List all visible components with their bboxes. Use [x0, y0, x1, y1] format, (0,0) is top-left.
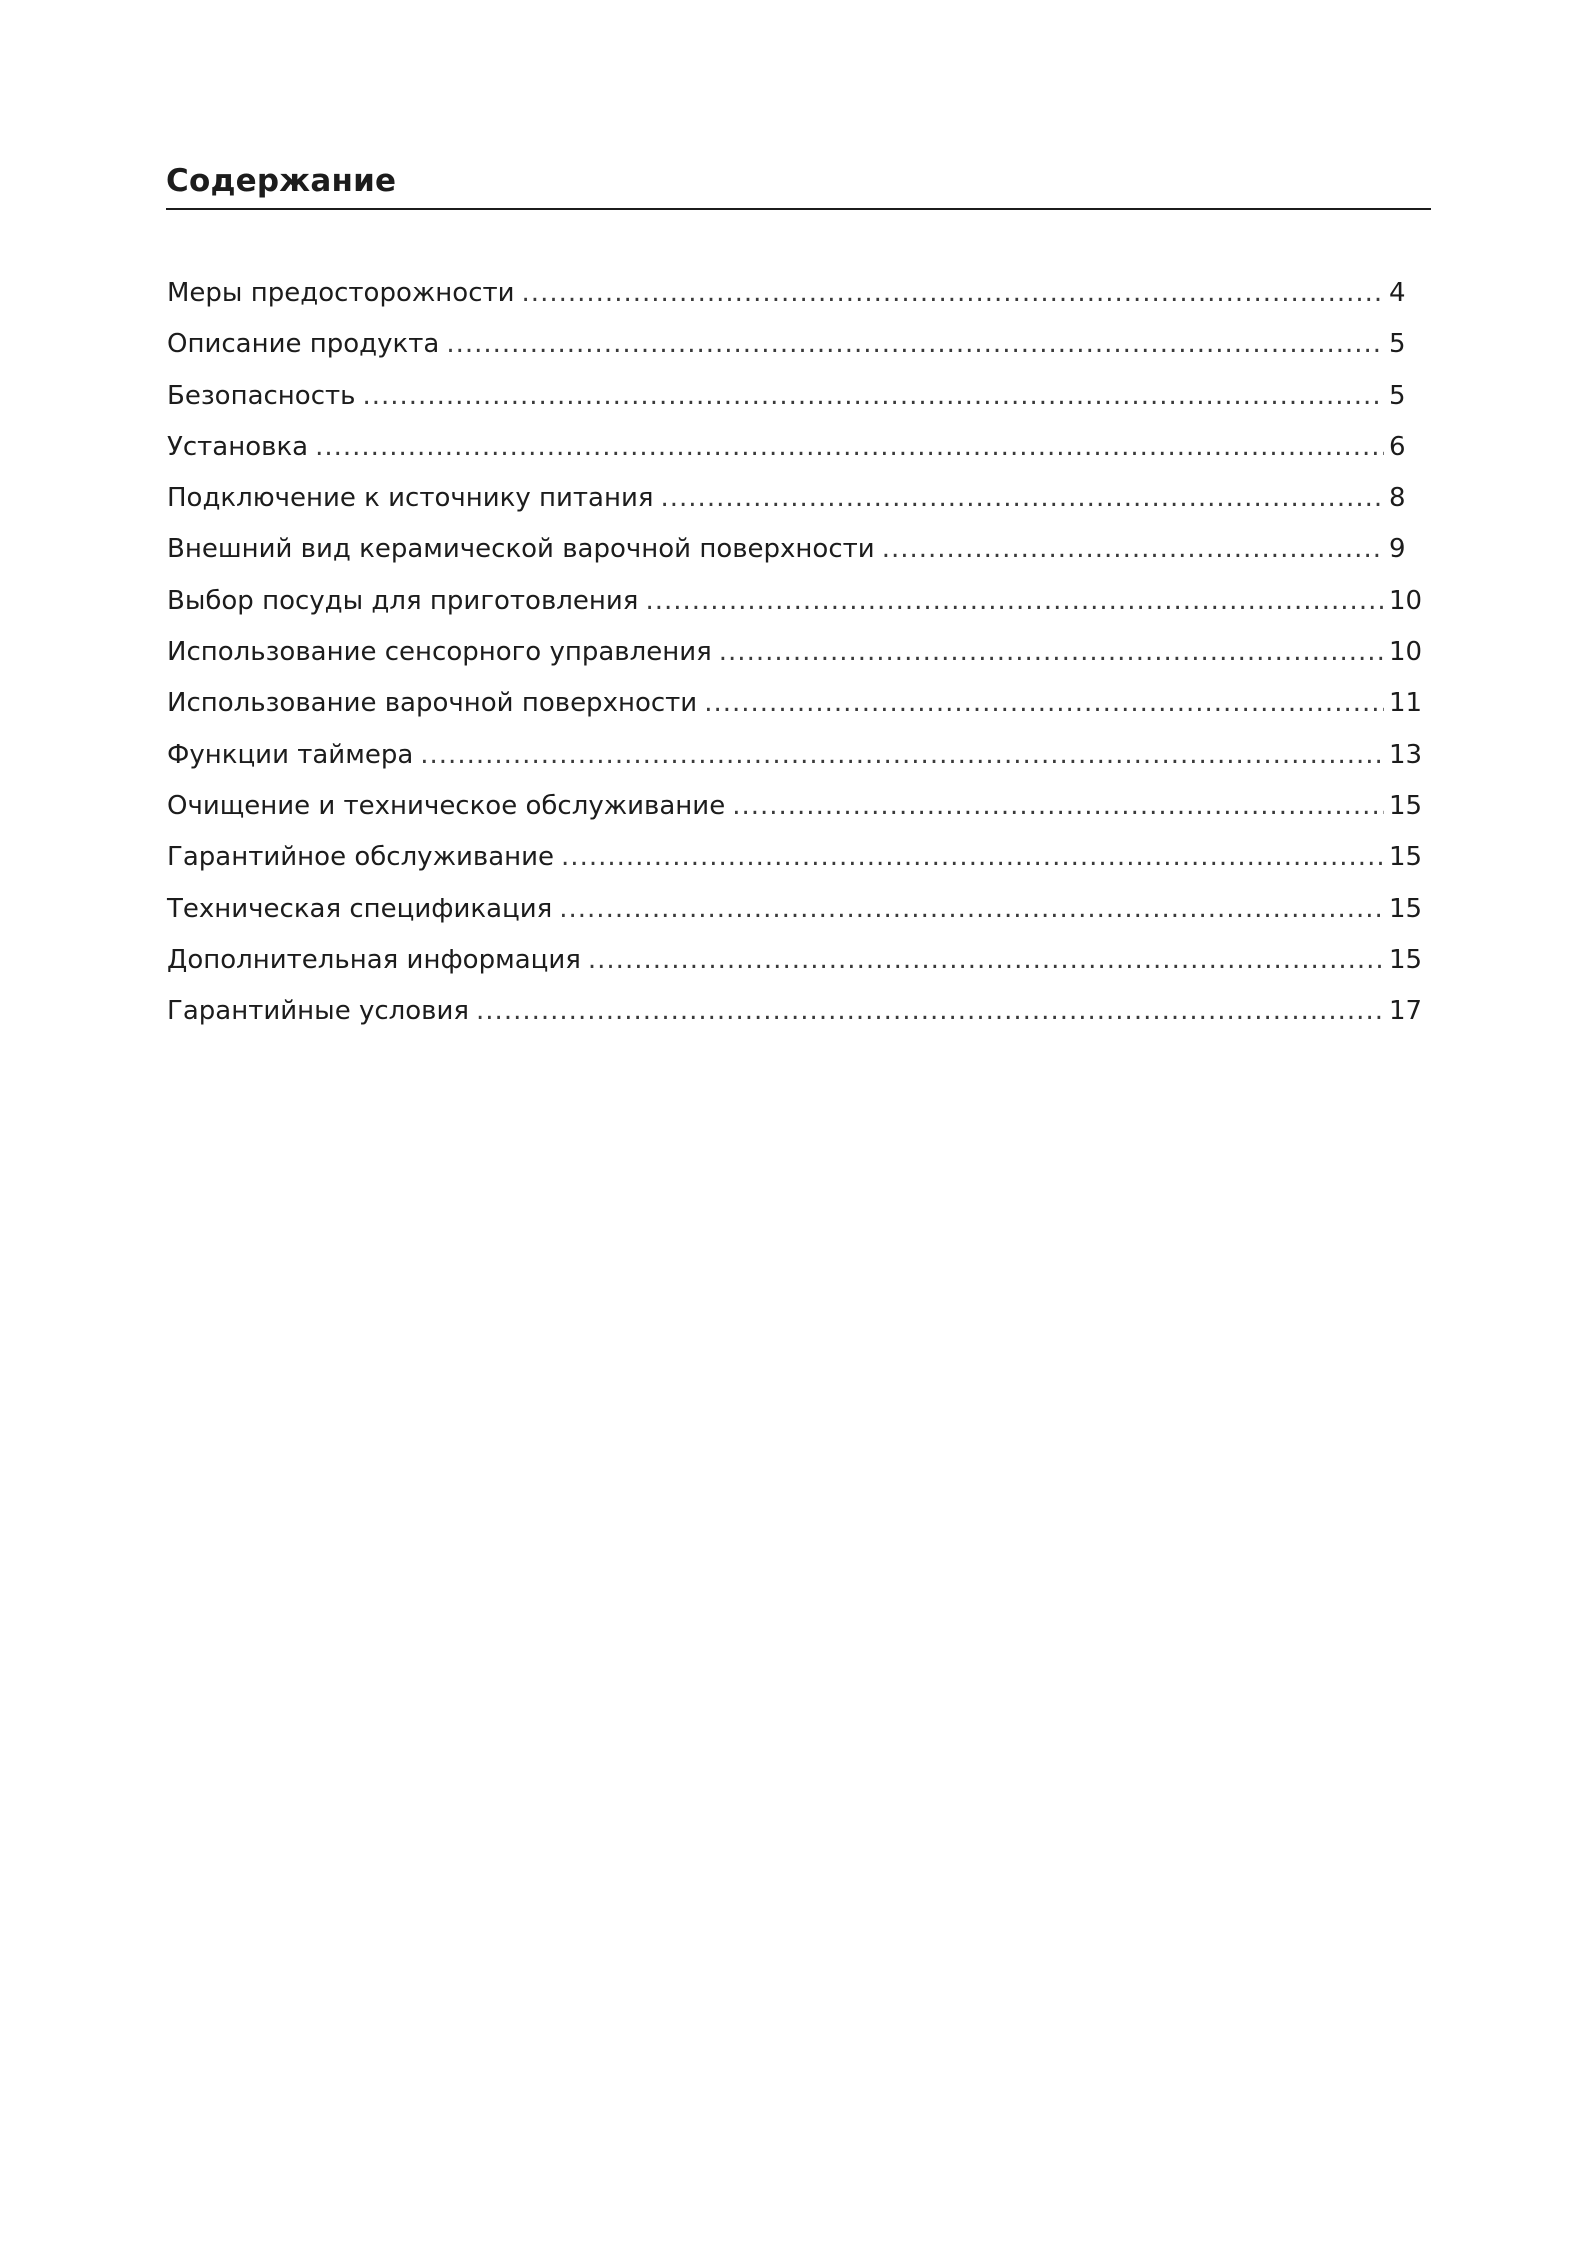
toc-dot-leader — [661, 478, 1385, 518]
toc-entry-page: 13 — [1389, 739, 1423, 770]
toc-entry-page: 5 — [1389, 329, 1406, 360]
toc-entry-page: 15 — [1389, 893, 1423, 924]
toc-entry-title: Меры предосторожности — [167, 278, 515, 308]
toc-entry-title: Гарантийное обслуживание — [167, 842, 555, 873]
toc-entry[interactable] — [167, 837, 1427, 888]
toc-dot-leader — [561, 837, 1384, 877]
toc-dot-leader — [476, 991, 1384, 1031]
toc-entry-page: 9 — [1389, 534, 1406, 565]
toc-entry-page: 5 — [1389, 380, 1406, 411]
toc-entry-page: 17 — [1389, 996, 1423, 1027]
toc-heading-rule — [166, 160, 1431, 210]
toc-entry-page: 10 — [1389, 637, 1423, 668]
toc-dot-leader — [645, 581, 1384, 621]
toc-entry-title: Установка — [167, 431, 309, 462]
toc-entry-title: Гарантийные условия — [167, 996, 470, 1027]
toc-entry-page: 15 — [1389, 842, 1423, 873]
toc-dot-leader — [704, 683, 1384, 723]
toc-dot-leader — [362, 376, 1384, 416]
toc-entry[interactable] — [167, 940, 1427, 991]
toc-entry[interactable] — [167, 683, 1427, 734]
toc-entry-page: 15 — [1389, 790, 1423, 821]
toc-dot-leader — [732, 786, 1384, 826]
toc-entry-page: 4 — [1389, 278, 1406, 308]
toc-entry-title: Использование варочной поверхности — [167, 688, 698, 719]
toc-entry-title: Функции таймера — [167, 739, 414, 770]
toc-entry[interactable] — [167, 632, 1427, 683]
toc-entry[interactable] — [167, 581, 1427, 632]
toc-dot-leader — [446, 324, 1384, 364]
toc-dot-leader — [522, 273, 1384, 313]
toc-entry[interactable] — [167, 478, 1427, 529]
toc-entry[interactable] — [167, 376, 1427, 427]
toc-entry[interactable] — [167, 273, 1427, 324]
toc-entry-title: Описание продукта — [167, 329, 440, 360]
toc-dot-leader — [719, 632, 1384, 672]
toc-dot-leader — [559, 889, 1384, 929]
toc-entry-title: Очищение и техническое обслуживание — [167, 790, 726, 821]
toc-dot-leader — [588, 940, 1384, 980]
toc-entry[interactable] — [167, 889, 1427, 940]
toc-entry-title: Внешний вид керамической варочной поверхности — [167, 534, 875, 565]
toc-list — [167, 273, 1427, 1042]
toc-entry[interactable] — [167, 735, 1427, 786]
toc-entry-page: 10 — [1389, 585, 1423, 616]
toc-entry-page: 8 — [1389, 483, 1406, 514]
toc-entry[interactable] — [167, 991, 1427, 1042]
toc-heading: Содержание — [166, 163, 397, 199]
toc-entry-title: Техническая спецификация — [167, 893, 553, 924]
toc-entry-title: Подключение к источнику питания — [167, 483, 654, 514]
toc-entry-page: 6 — [1389, 431, 1406, 462]
toc-entry[interactable] — [167, 427, 1427, 478]
toc-entry-title: Дополнительная информация — [167, 944, 581, 975]
toc-dot-leader — [882, 529, 1384, 569]
toc-entry-page: 11 — [1389, 688, 1423, 719]
toc-entry-title: Выбор посуды для приготовления — [167, 585, 639, 616]
toc-entry-title: Безопасность — [167, 380, 356, 411]
toc-entry[interactable] — [167, 786, 1427, 837]
toc-dot-leader — [315, 427, 1384, 467]
toc-entry-page: 15 — [1389, 944, 1423, 975]
toc-entry-title: Использование сенсорного управления — [167, 637, 712, 668]
toc-dot-leader — [420, 735, 1384, 775]
toc-entry[interactable] — [167, 324, 1427, 375]
toc-entry[interactable] — [167, 529, 1427, 580]
